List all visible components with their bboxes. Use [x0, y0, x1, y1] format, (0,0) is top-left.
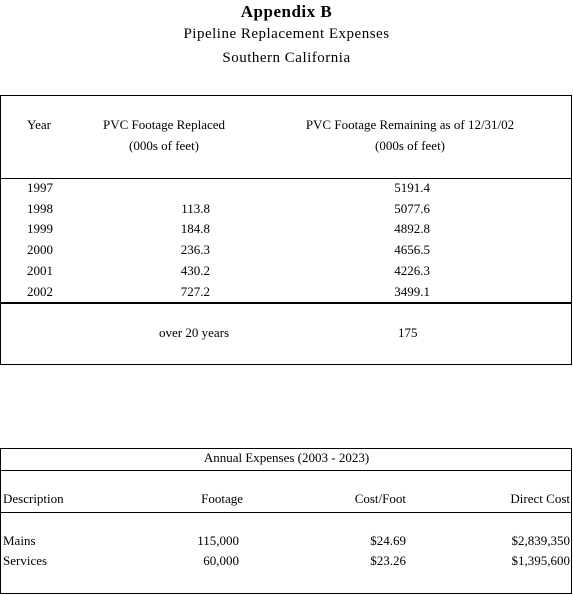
- page-region: Southern California: [222, 50, 351, 66]
- col-header-replaced: PVC Footage Replaced: [102, 117, 226, 132]
- expenses-header-divider: [0, 512, 572, 513]
- footage-total-divider: [0, 302, 572, 304]
- page-subtitle: Pipeline Replacement Expenses: [183, 26, 390, 42]
- table-row-year: 1999: [27, 221, 53, 236]
- col-header-cost-foot: Cost/Foot: [354, 491, 406, 506]
- col-header-year: Year: [27, 117, 51, 132]
- expenses-caption-divider: [0, 470, 572, 471]
- table-row-description: Mains: [3, 533, 36, 548]
- table-row-replaced: 727.2: [180, 284, 210, 299]
- col-header-direct-cost: Direct Cost: [510, 491, 570, 506]
- table-row-footage: 115,000: [197, 533, 239, 548]
- table-row-replaced: 184.8: [180, 221, 210, 236]
- footage-header-divider: [0, 178, 572, 179]
- table-row-replaced: 113.8: [181, 201, 210, 216]
- table-row-year: 2000: [27, 242, 53, 257]
- table-row-remaining: 4656.5: [394, 242, 430, 257]
- col-header-remaining: PVC Footage Remaining as of 12/31/02: [305, 117, 515, 132]
- table-row-cost-foot: $23.26: [370, 553, 406, 568]
- table-row-footage: 60,000: [203, 553, 239, 568]
- table-row-direct-cost: $1,395,600: [511, 553, 570, 568]
- total-label: over 20 years: [159, 325, 230, 340]
- table-row-remaining: 5077.6: [394, 201, 430, 216]
- col-header-description: Description: [3, 491, 64, 506]
- table-row-replaced: 236.3: [180, 242, 210, 257]
- col-header-replaced-unit: (000s of feet): [128, 138, 200, 153]
- table-row-year: 1997: [27, 180, 53, 195]
- table-row-remaining: 5191.4: [394, 180, 430, 195]
- page-title: Appendix B: [240, 2, 333, 21]
- table-row-year: 2001: [27, 263, 53, 278]
- col-header-footage: Footage: [201, 491, 243, 506]
- table-row-remaining: 4226.3: [394, 263, 430, 278]
- table-row-remaining: 4892.8: [394, 221, 430, 236]
- table-row-cost-foot: $24.69: [370, 533, 406, 548]
- table-row-direct-cost: $2,839,350: [511, 533, 570, 548]
- table-row-replaced: 430.2: [180, 263, 210, 278]
- table-row-year: 2002: [27, 284, 53, 299]
- table-row-year: 1998: [27, 201, 53, 216]
- footage-table: [0, 95, 572, 365]
- table-row-description: Services: [3, 553, 48, 568]
- total-value: 175: [398, 325, 418, 340]
- table-row-remaining: 3499.1: [394, 284, 430, 299]
- expenses-caption: Annual Expenses (2003 - 2023): [203, 450, 370, 465]
- col-header-remaining-unit: (000s of feet): [374, 138, 446, 153]
